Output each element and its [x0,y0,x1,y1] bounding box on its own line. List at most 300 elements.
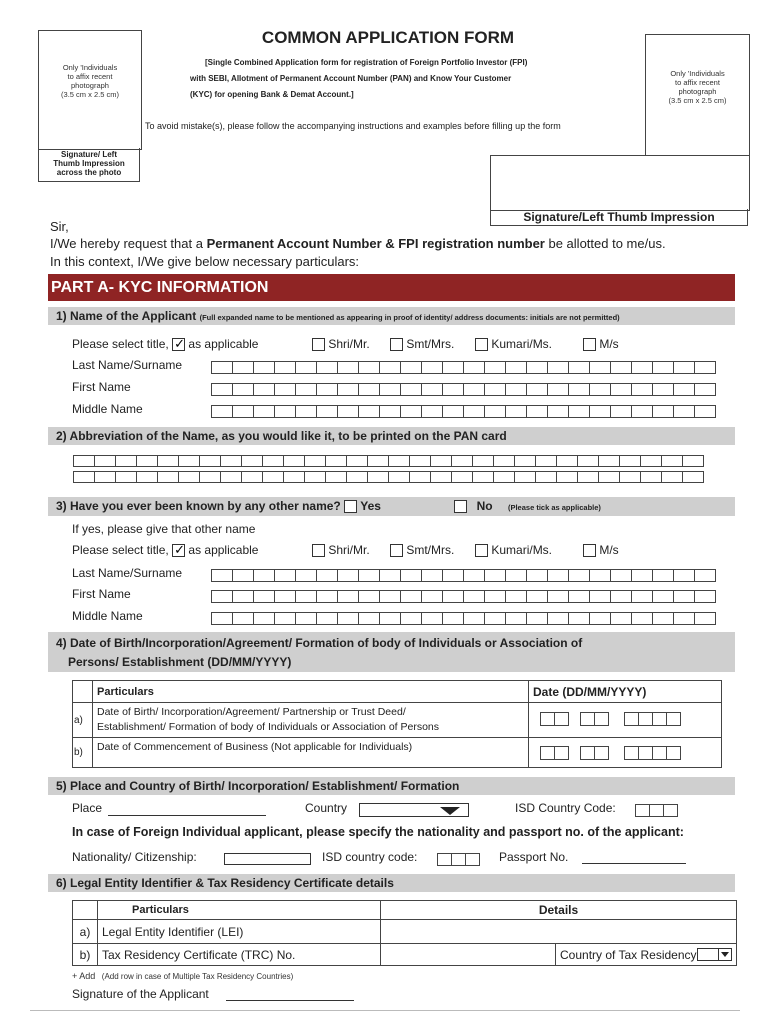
s4-date-table [72,680,722,768]
char-box[interactable] [589,361,611,374]
char-box[interactable] [472,455,494,467]
char-box[interactable] [694,405,716,418]
char-box[interactable] [640,455,662,467]
char-box[interactable] [451,853,466,866]
char-box[interactable] [547,612,569,625]
char-box[interactable] [262,455,284,467]
form-title: COMMON APPLICATION FORM [261,28,515,47]
photo-box-right[interactable] [645,34,750,157]
char-box[interactable] [379,612,401,625]
char-box[interactable] [316,383,338,396]
s3-ms-checkbox[interactable] [583,544,596,557]
char-box[interactable] [652,569,674,582]
char-box[interactable] [631,383,653,396]
char-box[interactable] [652,712,667,726]
char-box[interactable] [358,361,380,374]
char-box[interactable] [589,612,611,625]
s1-smt-checkbox[interactable] [390,338,403,351]
char-box[interactable] [547,383,569,396]
char-box[interactable] [316,569,338,582]
char-box[interactable] [580,712,595,726]
char-box[interactable] [379,569,401,582]
s4-row-a-date[interactable] [529,703,722,738]
char-box[interactable] [514,455,536,467]
char-box[interactable] [624,746,639,760]
char-box[interactable] [316,405,338,418]
char-box[interactable] [526,405,548,418]
char-box[interactable] [94,455,116,467]
char-box[interactable] [631,405,653,418]
s3-title-prefix: Please select title, [72,543,169,557]
char-box[interactable] [316,612,338,625]
char-box[interactable] [610,612,632,625]
char-box[interactable] [253,612,275,625]
char-box[interactable] [694,590,716,603]
char-box[interactable] [157,471,179,483]
char-box[interactable] [262,471,284,483]
s2-abbrev-row-1[interactable] [74,455,704,467]
char-box[interactable] [388,471,410,483]
s6-country-dropdown[interactable] [697,948,732,961]
char-box[interactable] [652,405,674,418]
char-box[interactable] [526,383,548,396]
char-box[interactable] [232,383,254,396]
char-box[interactable] [666,712,681,726]
char-box[interactable] [652,361,674,374]
s3-option-shri[interactable] [312,543,370,557]
char-box[interactable] [274,590,296,603]
s1-title-checkbox-checked[interactable] [172,338,185,351]
char-box[interactable] [484,405,506,418]
char-box[interactable] [316,361,338,374]
char-box[interactable] [241,455,263,467]
char-box[interactable] [388,455,410,467]
char-box[interactable] [430,471,452,483]
char-box[interactable] [358,569,380,582]
char-box[interactable] [484,569,506,582]
char-box[interactable] [484,361,506,374]
char-box[interactable] [437,853,452,866]
s5-isd2-boxes[interactable] [438,853,480,866]
char-box[interactable] [421,569,443,582]
char-box[interactable] [638,712,653,726]
s3-yes-label: Yes [360,499,381,513]
s3-title-checkbox-checked[interactable] [172,544,185,557]
char-box[interactable] [568,612,590,625]
char-box[interactable] [211,590,233,603]
char-box[interactable] [430,455,452,467]
char-box[interactable] [673,383,695,396]
s1-middle-name-label: Middle Name [72,402,143,416]
s1-last-name-label: Last Name/Surname [72,358,183,372]
char-box[interactable] [400,569,422,582]
char-box[interactable] [484,612,506,625]
char-box[interactable] [274,383,296,396]
char-box[interactable] [295,590,317,603]
char-box[interactable] [274,361,296,374]
char-box[interactable] [253,569,275,582]
char-box[interactable] [421,361,443,374]
s1-option-kumari[interactable] [475,337,552,351]
char-box[interactable] [409,455,431,467]
char-box[interactable] [652,590,674,603]
subtitle-line-1: [Single Combined Application form for registration of Foreign Portfolio Investor (FPI) [205,58,528,67]
char-box[interactable] [400,590,422,603]
char-box[interactable] [661,471,683,483]
photo-left-caption-3: across the photo [56,168,122,177]
char-box[interactable] [337,405,359,418]
s4-row-b-date[interactable] [529,738,722,768]
char-box[interactable] [442,405,464,418]
char-box[interactable] [220,455,242,467]
char-box[interactable] [442,569,464,582]
s5-place-line[interactable] [108,815,266,816]
char-box[interactable] [589,590,611,603]
char-box[interactable] [673,361,695,374]
char-box[interactable] [94,471,116,483]
char-box[interactable] [594,712,609,726]
char-box[interactable] [379,383,401,396]
char-box[interactable] [663,804,678,817]
char-box[interactable] [514,471,536,483]
char-box[interactable] [589,569,611,582]
char-box[interactable] [211,383,233,396]
chevron-down-icon [721,952,729,958]
char-box[interactable] [619,471,641,483]
char-box[interactable] [178,471,200,483]
s3-no-checkbox[interactable] [454,500,467,513]
char-box[interactable] [304,455,326,467]
char-box[interactable] [577,455,599,467]
char-box[interactable] [400,383,422,396]
char-box[interactable] [157,455,179,467]
s5-isd-boxes[interactable] [636,804,678,817]
char-box[interactable] [526,590,548,603]
char-box[interactable] [451,471,473,483]
photo-box-left[interactable] [38,30,142,150]
s1-ms-checkbox[interactable] [583,338,596,351]
s3-ms-label: M/s [599,543,619,557]
char-box[interactable] [505,569,527,582]
char-box[interactable] [610,569,632,582]
char-box[interactable] [409,471,431,483]
char-box[interactable] [624,712,639,726]
s6-row-b-id: b) [73,944,98,966]
char-box[interactable] [610,361,632,374]
char-box[interactable] [232,361,254,374]
s1-option-smt[interactable] [390,337,454,351]
s4-row-a-text [93,703,529,738]
s2-abbrev-row-2[interactable] [74,471,704,483]
char-box[interactable] [505,383,527,396]
char-box[interactable] [505,612,527,625]
char-box[interactable] [484,590,506,603]
char-box[interactable] [535,455,557,467]
char-box[interactable] [598,455,620,467]
char-box[interactable] [505,590,527,603]
char-box[interactable] [554,712,569,726]
char-box[interactable] [451,455,473,467]
photo-right-text-4: (3.5 cm x 2.5 cm) [668,96,727,105]
char-box[interactable] [652,746,667,760]
char-box[interactable] [526,361,548,374]
char-box[interactable] [325,471,347,483]
char-box[interactable] [367,471,389,483]
char-box[interactable] [379,361,401,374]
char-box[interactable] [463,405,485,418]
char-box[interactable] [220,471,242,483]
char-box[interactable] [253,383,275,396]
char-box[interactable] [337,383,359,396]
char-box[interactable] [547,569,569,582]
char-box[interactable] [400,612,422,625]
char-box[interactable] [442,612,464,625]
s5-nationality-field[interactable] [224,853,311,865]
char-box[interactable] [337,590,359,603]
char-box[interactable] [442,590,464,603]
s5-place-label: Place [72,801,103,815]
s6-add-row[interactable] [72,971,293,981]
s3-first-name-boxes[interactable] [212,590,716,603]
s4-row-b-dd[interactable] [541,746,569,760]
char-box[interactable] [463,383,485,396]
char-box[interactable] [367,455,389,467]
char-box[interactable] [463,361,485,374]
char-box[interactable] [652,383,674,396]
s6-row-b-country [556,944,737,966]
char-box[interactable] [673,612,695,625]
s6-row-b-value[interactable] [381,944,556,966]
char-box[interactable] [540,746,555,760]
char-box[interactable] [379,405,401,418]
char-box[interactable] [421,383,443,396]
char-box[interactable] [178,455,200,467]
s4-col-particulars-header: Particulars [93,681,529,703]
char-box[interactable] [346,471,368,483]
char-box[interactable] [589,383,611,396]
char-box[interactable] [337,569,359,582]
char-box[interactable] [661,455,683,467]
char-box[interactable] [598,471,620,483]
char-box[interactable] [295,405,317,418]
s3-kumari-checkbox[interactable] [475,544,488,557]
char-box[interactable] [640,471,662,483]
char-box[interactable] [421,405,443,418]
s3-shri-checkbox[interactable] [312,544,325,557]
char-box[interactable] [295,569,317,582]
char-box[interactable] [631,612,653,625]
char-box[interactable] [673,405,695,418]
char-box[interactable] [694,612,716,625]
char-box[interactable] [283,455,305,467]
s4-col-id-header [73,681,93,703]
char-box[interactable] [526,612,548,625]
char-box[interactable] [358,383,380,396]
char-box[interactable] [358,590,380,603]
char-box[interactable] [638,746,653,760]
char-box[interactable] [610,590,632,603]
char-box[interactable] [547,405,569,418]
char-box[interactable] [346,455,368,467]
s6-row-a-value[interactable] [381,920,737,944]
char-box[interactable] [682,471,704,483]
char-box[interactable] [682,455,704,467]
char-box[interactable] [73,455,95,467]
char-box[interactable] [136,455,158,467]
char-box[interactable] [589,405,611,418]
s3-option-ms[interactable] [583,543,619,557]
s3-smt-label: Smt/Mrs. [406,543,455,557]
photo-left-text-4: (3.5 cm x 2.5 cm) [61,90,119,99]
s4-row-b-text: Date of Commencement of Business (Not applicable for Individuals) [93,738,529,768]
char-box[interactable] [694,383,716,396]
s1-shri-checkbox[interactable] [312,338,325,351]
char-box[interactable] [241,471,263,483]
char-box[interactable] [253,361,275,374]
s3-last-name-boxes[interactable] [212,569,716,582]
char-box[interactable] [232,612,254,625]
char-box[interactable] [232,569,254,582]
char-box[interactable] [635,804,650,817]
char-box[interactable] [493,455,515,467]
char-box[interactable] [253,405,275,418]
subtitle-line-2: with SEBI, Allotment of Permanent Account Number (PAN) and Know Your Customer [190,74,512,83]
char-box[interactable] [472,471,494,483]
s1-last-name-boxes[interactable] [212,361,716,374]
s4-row-a-mm[interactable] [581,712,609,726]
char-box[interactable] [694,569,716,582]
char-box[interactable] [556,455,578,467]
char-box[interactable] [463,569,485,582]
char-box[interactable] [673,590,695,603]
char-box[interactable] [211,612,233,625]
char-box[interactable] [619,455,641,467]
char-box[interactable] [554,746,569,760]
char-box[interactable] [649,804,664,817]
s3-middle-name-boxes[interactable] [212,612,716,625]
char-box[interactable] [442,361,464,374]
s4-row-a-yyyy[interactable] [625,712,681,726]
char-box[interactable] [580,746,595,760]
char-box[interactable] [465,853,480,866]
char-box[interactable] [316,590,338,603]
char-box[interactable] [568,569,590,582]
char-box[interactable] [295,612,317,625]
char-box[interactable] [400,361,422,374]
char-box[interactable] [274,569,296,582]
char-box[interactable] [577,471,599,483]
s1-option-shri[interactable] [312,337,370,351]
char-box[interactable] [631,361,653,374]
char-box[interactable] [568,383,590,396]
char-box[interactable] [493,471,515,483]
char-box[interactable] [652,612,674,625]
s1-kumari-checkbox[interactable] [475,338,488,351]
char-box[interactable] [400,405,422,418]
char-box[interactable] [73,471,95,483]
char-box[interactable] [211,569,233,582]
char-box[interactable] [232,590,254,603]
char-box[interactable] [199,471,221,483]
s1-middle-name-boxes[interactable] [212,405,716,418]
char-box[interactable] [535,471,557,483]
char-box[interactable] [442,383,464,396]
char-box[interactable] [505,361,527,374]
char-box[interactable] [463,590,485,603]
char-box[interactable] [594,746,609,760]
char-box[interactable] [556,471,578,483]
char-box[interactable] [232,405,254,418]
s5-country-dropdown[interactable] [359,803,469,817]
s3-option-kumari[interactable] [475,543,552,557]
signature-box-right[interactable] [490,155,750,211]
s3-smt-checkbox[interactable] [390,544,403,557]
char-box[interactable] [274,612,296,625]
char-box[interactable] [211,405,233,418]
char-box[interactable] [295,361,317,374]
char-box[interactable] [463,612,485,625]
char-box[interactable] [631,590,653,603]
char-box[interactable] [199,455,221,467]
char-box[interactable] [547,590,569,603]
char-box[interactable] [115,471,137,483]
char-box[interactable] [325,455,347,467]
char-box[interactable] [337,612,359,625]
char-box[interactable] [337,361,359,374]
char-box[interactable] [505,405,527,418]
char-box[interactable] [666,746,681,760]
s6-signature-line[interactable] [226,1000,354,1001]
char-box[interactable] [136,471,158,483]
char-box[interactable] [540,712,555,726]
s6-row-a-id: a) [73,920,98,944]
char-box[interactable] [211,361,233,374]
char-box[interactable] [421,590,443,603]
s3-option-smt[interactable] [390,543,454,557]
s5-passport-line[interactable] [582,863,686,864]
s1-first-name-boxes[interactable] [212,383,716,396]
char-box[interactable] [610,383,632,396]
char-box[interactable] [526,569,548,582]
char-box[interactable] [568,590,590,603]
s1-smt-label: Smt/Mrs. [406,337,455,351]
char-box[interactable] [631,569,653,582]
char-box[interactable] [283,471,305,483]
char-box[interactable] [694,361,716,374]
section-1-heading [48,307,735,325]
char-box[interactable] [358,612,380,625]
char-box[interactable] [568,361,590,374]
char-box[interactable] [568,405,590,418]
s3-yes-checkbox[interactable] [344,500,357,513]
char-box[interactable] [484,383,506,396]
char-box[interactable] [421,612,443,625]
char-box[interactable] [547,361,569,374]
char-box[interactable] [253,590,275,603]
char-box[interactable] [115,455,137,467]
char-box[interactable] [610,405,632,418]
char-box[interactable] [304,471,326,483]
s4-row-b-yyyy[interactable] [625,746,681,760]
char-box[interactable] [274,405,296,418]
char-box[interactable] [379,590,401,603]
s1-option-ms[interactable] [583,337,619,351]
char-box[interactable] [295,383,317,396]
s4-row-a-dd[interactable] [541,712,569,726]
s4-row-b-mm[interactable] [581,746,609,760]
char-box[interactable] [358,405,380,418]
char-box[interactable] [673,569,695,582]
